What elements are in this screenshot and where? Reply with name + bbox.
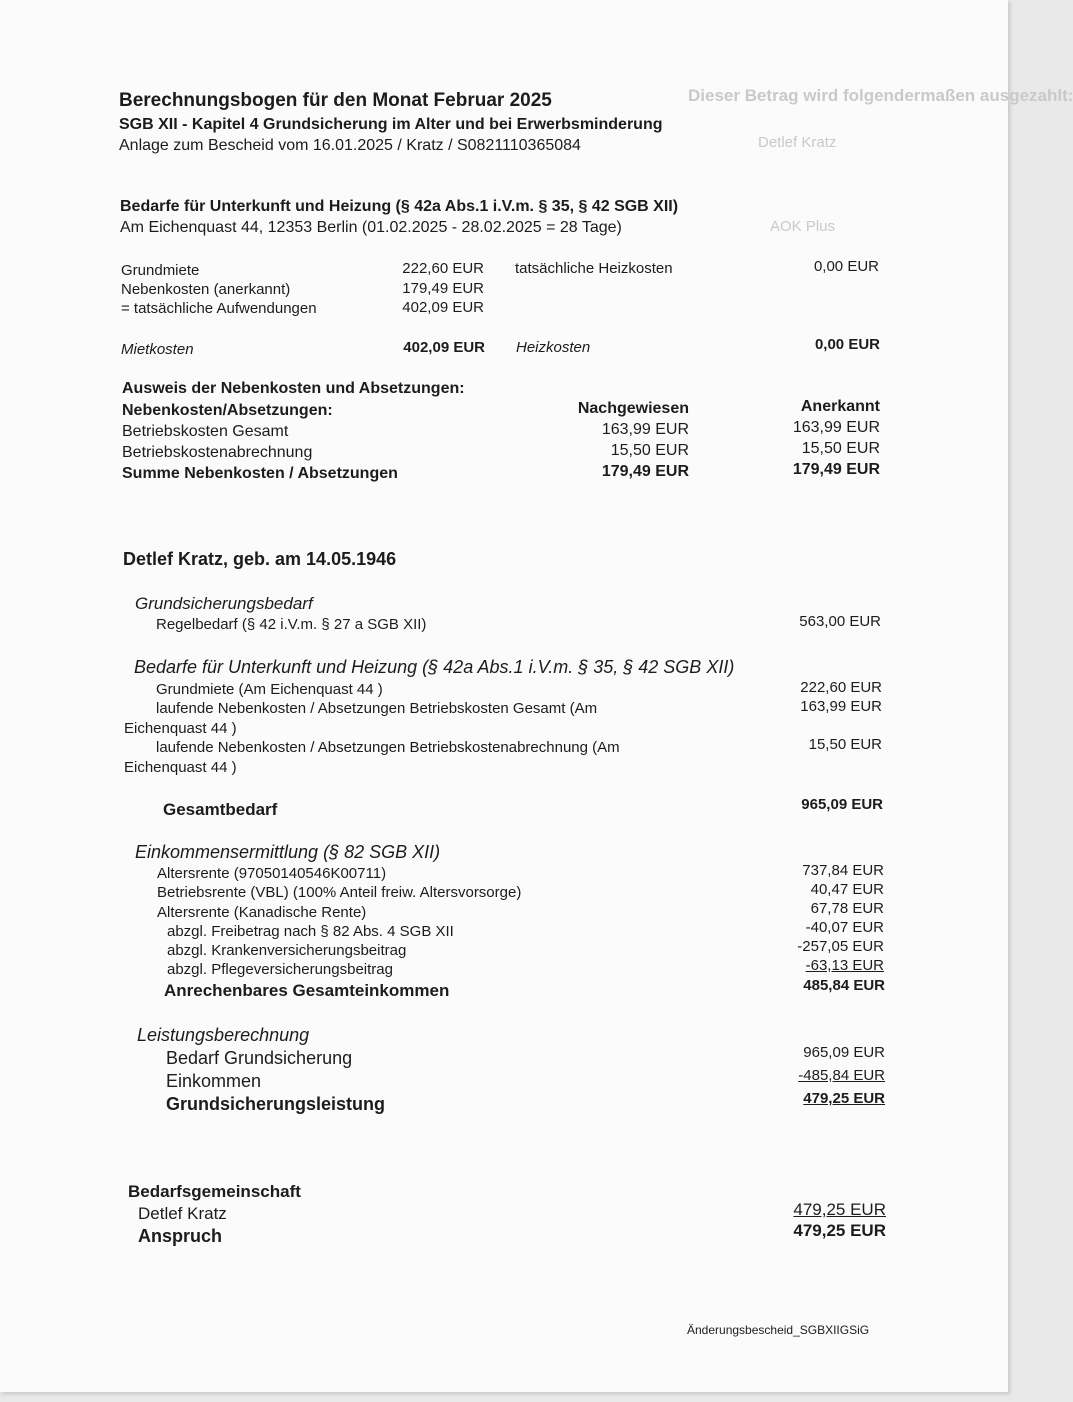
benefit-leistung-value: 479,25 EUR [803,1090,885,1107]
income-total-label: Anrechenbares Gesamteinkommen [164,981,450,1000]
regelbedarf-value: 563,00 EUR [799,613,881,630]
gesamtbedarf-value: 965,09 EUR [801,796,883,813]
nebenkosten-row-label: Betriebskosten Gesamt [122,423,289,440]
rent-label: Mietkosten [121,341,194,358]
community-heading: Bedarfsgemeinschaft [128,1182,301,1201]
gs-heading: Grundsicherungsbedarf [135,594,313,613]
heating-value: 0,00 EUR [813,258,879,275]
nebenkosten-row-nachgewiesen: 15,50 EUR [610,442,689,459]
community-claim-value: 479,25 EUR [793,1221,886,1240]
nebenkosten-sum-nachgewiesen: 179,49 EUR [601,463,689,480]
kdu-bk-label: laufende Nebenkosten / Absetzungen Betriebskosten Gesamt (Am [156,700,598,717]
document-title: Berechnungsbogen für den Monat Februar 2025 [119,90,552,111]
nebenkosten-heading: Ausweis der Nebenkosten und Absetzungen: [122,380,465,397]
kdu-bka-label: laufende Nebenkosten / Absetzungen Betriebskostenabrechnung (Am [156,739,620,756]
regelbedarf-label: Regelbedarf (§ 42 i.V.m. § 27 a SGB XII) [156,616,427,633]
income-row-label: Altersrente (Kanadische Rente) [157,904,367,921]
income-row-value: 40,47 EUR [810,881,884,898]
community-member-label: Detlef Kratz [138,1204,227,1223]
income-row-label: abzgl. Krankenversicherungsbeitrag [167,942,407,959]
income-total-value: 485,84 EUR [803,977,885,994]
housing-row-label: Grundmiete [121,262,200,279]
nebenkosten-row-anerkannt: 15,50 EUR [801,440,880,457]
benefit-einkommen-label: Einkommen [166,1071,262,1091]
nebenkosten-row-nachgewiesen: 163,99 EUR [601,421,689,438]
document-reference: Anlage zum Bescheid vom 16.01.2025 / Kratz / S0821110365084 [119,137,581,154]
nebenkosten-row-anerkannt: 163,99 EUR [792,419,880,436]
housing-address: Am Eichenquast 44, 12353 Berlin (01.02.2025 - 28.02.2025 = 28 Tage) [120,219,622,236]
income-row-label: abzgl. Pflegeversicherungsbeitrag [167,961,393,978]
gesamtbedarf-label: Gesamtbedarf [163,800,278,819]
kdu-bka-label-cont: Eichenquast 44 ) [124,759,237,776]
bleed-through-text: Detlef Kratz [758,134,837,151]
housing-row-label: = tatsächliche Aufwendungen [121,300,317,317]
heat-label: Heizkosten [516,339,591,356]
kdu-grundmiete-value: 222,60 EUR [800,679,882,696]
housing-row-label: Nebenkosten (anerkannt) [121,281,291,298]
income-row-value: 737,84 EUR [802,862,884,879]
housing-row-value: 179,49 EUR [402,280,484,297]
benefit-heading: Leistungsberechnung [137,1025,310,1045]
income-row-label: abzgl. Freibetrag nach § 82 Abs. 4 SGB XII [167,923,454,940]
income-row-label: Betriebsrente (VBL) (100% Anteil freiw. Altersvorsorge) [157,884,522,901]
nebenkosten-sum-anerkannt: 179,49 EUR [792,461,880,478]
heating-label: tatsächliche Heizkosten [515,260,673,277]
kdu-grundmiete-label: Grundmiete (Am Eichenquast 44 ) [156,681,383,698]
nebenkosten-row-label: Betriebskostenabrechnung [122,444,313,461]
benefit-einkommen-value: -485,84 EUR [798,1067,885,1084]
income-row-value: -63,13 EUR [805,957,884,974]
kdu-bka-value: 15,50 EUR [808,736,882,753]
benefit-bedarf-label: Bedarf Grundsicherung [166,1048,353,1068]
person-heading: Detlef Kratz, geb. am 14.05.1946 [123,549,397,569]
nebenkosten-sum-label: Summe Nebenkosten / Absetzungen [122,465,398,482]
heat-value: 0,00 EUR [814,336,880,353]
kdu-bk-label-cont: Eichenquast 44 ) [124,720,237,737]
footer-form-id: Änderungsbescheid_SGBXIIGSiG [687,1323,870,1337]
benefit-bedarf-value: 965,09 EUR [803,1044,885,1061]
document-subtitle: SGB XII - Kapitel 4 Grundsicherung im Alter und bei Erwerbsminderung [119,116,663,133]
bleed-through-text: Dieser Betrag wird folgendermaßen ausgezahlt: [688,86,1073,105]
community-member-value: 479,25 EUR [793,1200,886,1219]
rent-value: 402,09 EUR [403,339,485,356]
housing-heading: Bedarfe für Unterkunft und Heizung (§ 42a Abs.1 i.V.m. § 35, § 42 SGB XII) [120,198,679,215]
income-row-label: Altersrente (97050140546K00711) [157,865,387,882]
housing-row-value: 222,60 EUR [402,260,484,277]
income-row-value: -40,07 EUR [805,919,884,936]
housing-row-value: 402,09 EUR [402,299,484,316]
income-heading: Einkommensermittlung (§ 82 SGB XII) [135,842,441,862]
bleed-through-text: AOK Plus [770,218,836,235]
col-anerkannt: Anerkannt [800,398,880,415]
kdu-heading: Bedarfe für Unterkunft und Heizung (§ 42a Abs.1 i.V.m. § 35, § 42 SGB XII) [134,657,735,677]
nebenkosten-col-label: Nebenkosten/Absetzungen: [122,402,333,419]
income-row-value: 67,78 EUR [810,900,884,917]
col-nachgewiesen: Nachgewiesen [577,400,689,417]
income-row-value: -257,05 EUR [797,938,884,955]
kdu-bk-value: 163,99 EUR [800,698,882,715]
benefit-leistung-label: Grundsicherungsleistung [166,1094,386,1114]
community-claim-label: Anspruch [138,1226,223,1246]
